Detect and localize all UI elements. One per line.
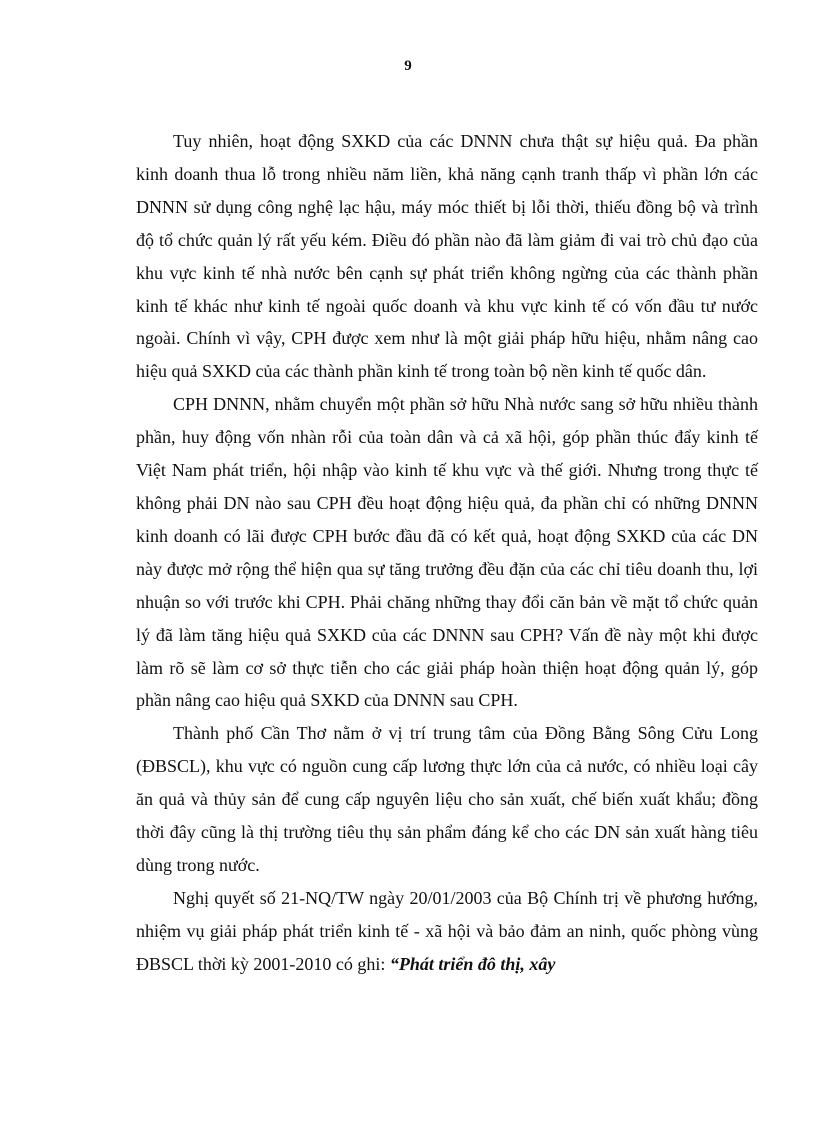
document-body (136, 125, 758, 981)
paragraph-2: CPH DNNN, nhằm chuyển một phần sở hữu Nhà nước sang sở hữu nhiều thành phần, huy động vốn nhàn rỗi của toàn dân và cả xã hội, góp phần thúc đẩy kinh tế Việt Nam phát triển, hội nhập vào kinh tế khu vực và thế giới. Nhưng trong thực tế không phải DN nào sau CPH đều hoạt động hiệu quả, đa phần chỉ có những DNNN kinh doanh có lãi được CPH bước đầu đã có kết quả, hoạt động SXKD của các DN này được mở rộng thể hiện qua sự tăng trưởng đều đặn của các chỉ tiêu doanh thu, lợi nhuận so với trước khi CPH. Phải chăng những thay đổi căn bản về mặt tổ chức quản lý đã làm tăng hiệu quả SXKD của các DNNN sau CPH? Vấn đề này một khi được làm rõ sẽ làm cơ sở thực tiễn cho các giải pháp hoàn thiện hoạt động quản lý, góp phần nâng cao hiệu quả SXKD của DNNN sau CPH. (136, 394, 758, 711)
paragraph-1: Tuy nhiên, hoạt động SXKD của các DNNN chưa thật sự hiệu quả. Đa phần kinh doanh thua lỗ trong nhiều năm liền, khả năng cạnh tranh thấp vì phần lớn các DNNN sử dụng công nghệ lạc hậu, máy móc thiết bị lỗi thời, thiếu đồng bộ và trình độ tổ chức quản lý rất yếu kém. Điều đó phần nào đã làm giảm đi vai trò chủ đạo của khu vực kinh tế nhà nước bên cạnh sự phát triển không ngừng của các thành phần kinh tế khác như kinh tế ngoài quốc doanh và khu vực kinh tế có vốn đầu tư nước ngoài. Chính vì vậy, CPH được xem như là một giải pháp hữu hiệu, nhằm nâng cao hiệu quả SXKD của các thành phần kinh tế trong toàn bộ nền kinh tế quốc dân. (136, 131, 758, 382)
paragraph-4-text: Nghị quyết số 21-NQ/TW ngày 20/01/2003 của Bộ Chính trị về phương hướng, nhiệm vụ giải pháp phát triển kinh tế - xã hội và bảo đảm an ninh, quốc phòng vùng ĐBSCL thời kỳ 2001-2010 có ghi: (136, 887, 758, 974)
quote-emphasis: “Phát triển đô thị, xây (389, 953, 556, 974)
paragraph-4 (136, 882, 758, 981)
paragraph-3: Thành phố Cần Thơ nằm ở vị trí trung tâm của Đồng Bằng Sông Cửu Long (ĐBSCL), khu vực có nguồn cung cấp lương thực lớn của cả nước, có nhiều loại cây ăn quả và thủy sản để cung cấp nguyên liệu cho sản xuất, chế biến xuất khẩu; đồng thời đây cũng là thị trường tiêu thụ sản phẩm đáng kể cho các DN sản xuất hàng tiêu dùng trong nước. (136, 723, 758, 875)
page-number: 9 (404, 58, 412, 74)
